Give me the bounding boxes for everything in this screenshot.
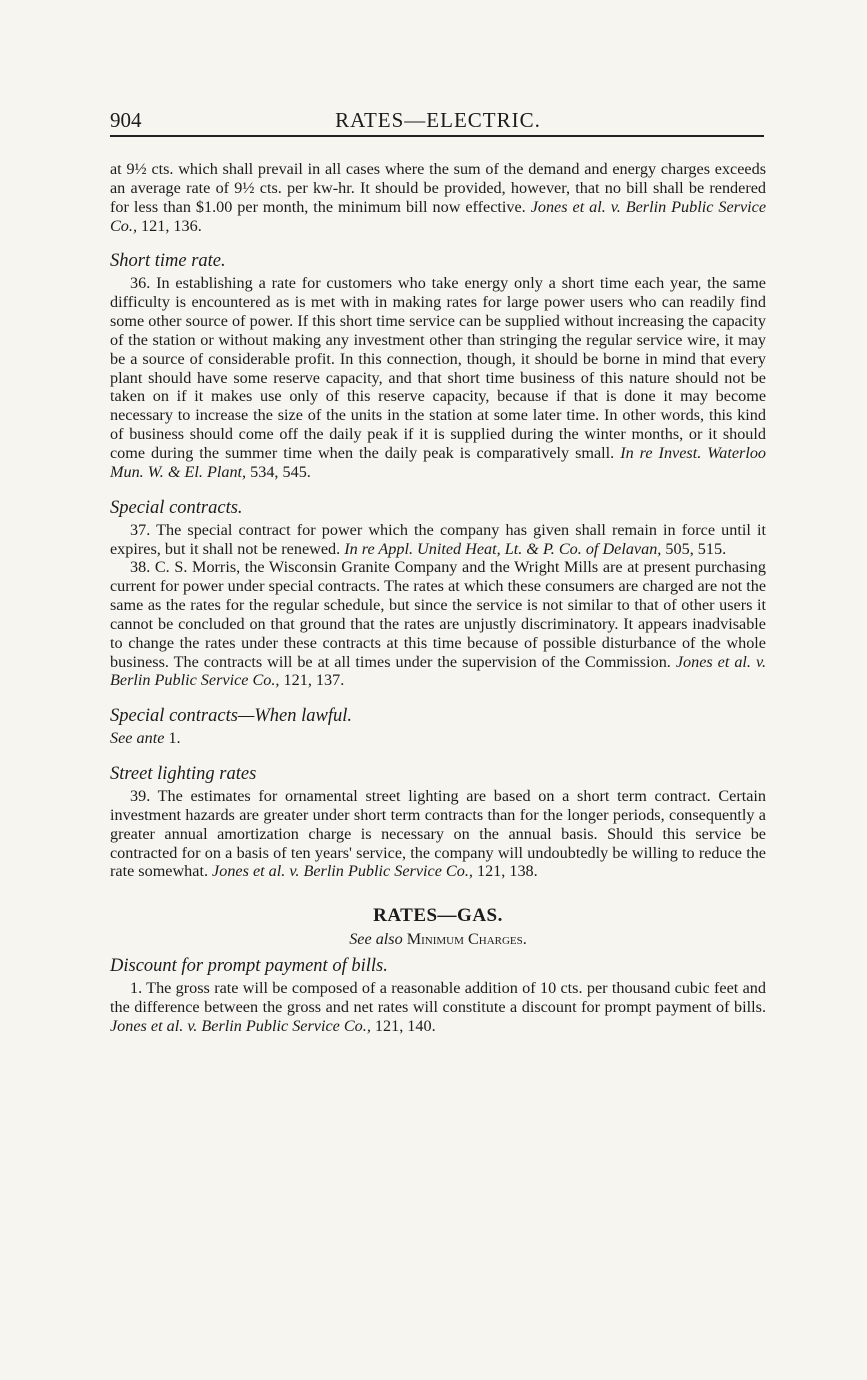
running-title: RATES—ELECTRIC. [335, 108, 541, 132]
citation: Jones et al. v. Berlin Public Service Co., [110, 197, 767, 235]
paragraph-38: 38. C. S. Morris, the Wisconsin Granite Company and the Wright Mills are at present purchasing current for power under special contracts. The rates at which these consumers are charged are not the same as the rates for the regular schedule, but since the service is not similar to that of other users it cannot be concluded on that ground that the rates are unjustly discriminatory. It appears inadvisable to change the rates under these contracts at this time because of possible disturbance of the whole business. The contracts will be at all times under the supervision of the Commission. Jones et al. v. Berlin Public Service Co., 121, 137. [110, 558, 766, 690]
citation: Jones et al. v. Berlin Public Service Co., [110, 652, 766, 690]
intro-paragraph: at 9½ cts. which shall prevail in all cases where the sum of the demand and energy charges exceeds an average rate of 9½ cts. per kw-hr. It should be provided, however, that no bill shall be rendered for less than $1.00 per month, the minimum bill now effective. Jones et al. v. Berlin Public Service Co., 121, 136. [110, 160, 767, 235]
paragraph-39: 39. The estimates for ornamental street lighting are based on a short term contract. Certain investment hazards are greater under short term contracts than for the longer periods, consequently a greater annual amortization charge is necessary on the annual basis. Should this service be contracted for on a basis of ten years' service, the company will undoubtedly be willing to reduce the rate somewhat. Jones et al. v. Berlin Public Service Co., 121, 138. [110, 787, 766, 881]
header-rule [110, 135, 764, 137]
citation: Jones et al. v. Berlin Public Service Co., [212, 862, 473, 881]
page [110, 0, 766, 1380]
page-header [110, 108, 766, 136]
heading-special-contracts-when-lawful: Special contracts—When lawful. [110, 706, 353, 727]
paragraph-36: 36. In establishing a rate for customers who take energy only a short time each year, the same difficulty is encountered as is met with in making rates for large power users who can readily find some other source of power. If this short time service can be supplied without increasing the capacity of the station or without making any investment other than stringing the regular service wire, it may be a source of considerable profit. In this connection, though, it should be borne in mind that every plant should have some reserve capacity, and that short time business of this nature should not be taken on if it makes use only of this reserve capacity, because if that is done it may become necessary to increase the size of the units in the station at some later time. In other words, this kind of business should come off the daily peak if it is supplied during the winter months, or it should come during the summer time when the daily peak is comparatively small. In re Invest. Waterloo Mun. W. & El. Plant, 534, 545. [110, 274, 767, 481]
see-ante-reference: See ante 1. [110, 729, 181, 748]
citation: In re Appl. United Heat, Lt. & P. Co. of Delavan, [344, 539, 662, 558]
heading-street-lighting-rates: Street lighting rates [110, 764, 257, 785]
heading-special-contracts: Special contracts. [110, 497, 243, 518]
citation: Jones et al. v. Berlin Public Service Co., [110, 1016, 371, 1035]
see-also-reference: See also Minimum Charges. [349, 930, 527, 949]
paragraph-37: 37. The special contract for power which the company has given shall remain in force until it expires, but it shall not be renewed. In re Appl. United Heat, Lt. & P. Co. of Delavan, 505, 515. [110, 520, 766, 558]
heading-short-time-rate: Short time rate. [110, 251, 226, 272]
heading-discount-prompt-payment: Discount for prompt payment of bills. [110, 956, 388, 976]
citation: In re Invest. Waterloo Mun. W. & El. Plant, [110, 443, 767, 481]
page-body [110, 160, 766, 1036]
section-title-rates-gas: RATES—GAS. [373, 905, 503, 927]
paragraph-gas-1: 1. The gross rate will be composed of a reasonable addition of 10 cts. per thousand cubic feet and the difference between the gross and net rates will constitute a discount for prompt payment of bills. Jones et al. v. Berlin Public Service Co., 121, 140. [110, 979, 766, 1035]
page-number: 904 [110, 108, 142, 132]
